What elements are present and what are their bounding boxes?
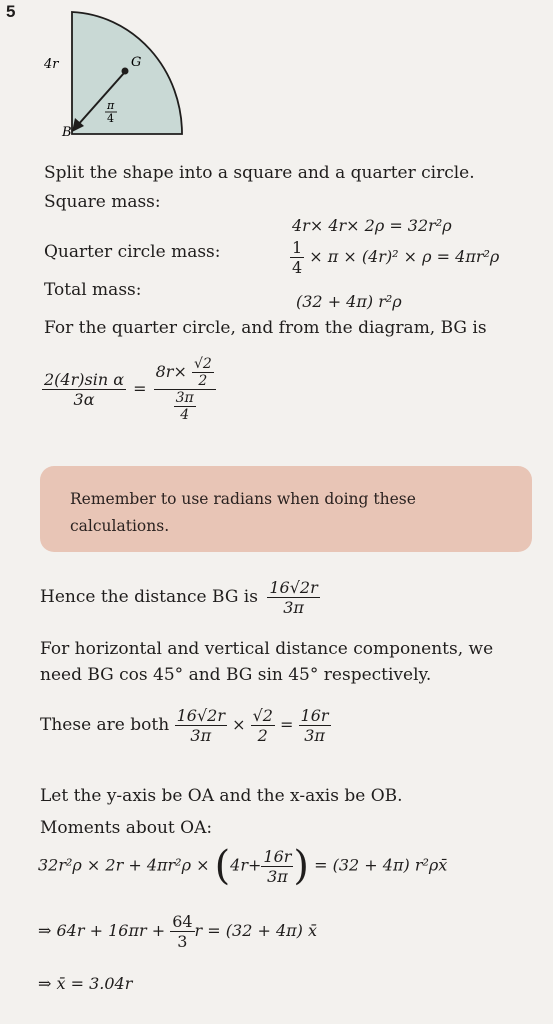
diagram-label-g: G [131, 55, 142, 70]
both-f2 [251, 706, 275, 745]
bg-rhs-num [154, 356, 216, 390]
both-f1 [175, 706, 227, 745]
quarter-circle-diagram [40, 8, 190, 148]
angle-num: π [107, 99, 115, 112]
both-f2-den: 2 [257, 726, 268, 745]
both-row [40, 706, 331, 745]
both-f3-num: 16r [300, 706, 329, 725]
bg-rhs-inner-fraction [192, 356, 214, 389]
eq1-frac-num: 16r [263, 846, 292, 866]
components-text: For horizontal and vertical distance components, we need BG cos 45° and BG sin 45° respectively. [40, 639, 494, 685]
quarter-fraction [290, 238, 304, 277]
radians-callout [40, 466, 532, 552]
bg-rhs-fraction [154, 356, 216, 423]
eq1-open-paren: ( [214, 843, 231, 889]
moment-equation-3: ⇒ x̄ = 3.04r [38, 974, 133, 993]
both-times: × [232, 715, 246, 734]
both-f1-den: 3π [190, 726, 212, 745]
total-label: Total mass: [44, 280, 142, 300]
bg-rhs-den [154, 390, 216, 423]
quarter-expr: × π × (4r)² × ρ = 4πr²ρ [309, 247, 500, 266]
both-f2-num: √2 [252, 706, 273, 725]
bg-rhs-inner-num: √2 [193, 356, 212, 372]
callout-text: Remember to use radians when doing these calculations. [70, 490, 416, 535]
square-expr: 4r× 4r× 2ρ = 32r²ρ [292, 216, 452, 235]
hence-row [40, 578, 320, 617]
bg-equals: = [133, 379, 147, 398]
eq1-inner: 4r+ [230, 855, 262, 875]
for-quarter-text: For the quarter circle, and from the diagram, BG is [44, 318, 487, 338]
bg-rhs-inner-den: 2 [198, 373, 208, 389]
eq1-fraction [261, 847, 293, 886]
moment-equation-2 [38, 912, 317, 951]
eq1-right: = (32 + 4π) r²ρx̄ [314, 855, 448, 875]
angle-den: 4 [107, 112, 114, 125]
hence-fraction [267, 578, 319, 617]
diagram-label-4r: 4r [44, 57, 59, 72]
bg-lhs-fraction [42, 370, 126, 409]
both-f3 [299, 706, 331, 745]
bg-lhs-den: 3α [73, 390, 95, 409]
eq2-frac-den: 3 [177, 932, 188, 951]
square-label: Square mass: [44, 192, 161, 212]
hence-den: 3π [283, 598, 304, 617]
eq1-frac-den: 3π [267, 866, 288, 886]
moment-equation-1 [38, 843, 448, 889]
bg-rhs-den-num: 3π [175, 390, 194, 406]
hence-num: 16√2r [269, 578, 318, 597]
quarter-label: Quarter circle mass: [44, 242, 221, 262]
intro-text: Split the shape into a square and a quarter circle. [44, 163, 475, 183]
quarter-frac-den: 4 [292, 258, 303, 277]
quarter-frac-num: 1 [292, 238, 303, 257]
both-f1-num: 16√2r [176, 706, 225, 725]
moments-text: Moments about OA: [40, 818, 213, 838]
hence-text: Hence the distance BG is [40, 587, 258, 607]
eq1-left: 32r²ρ × 2r + 4πr²ρ × [38, 855, 210, 875]
eq2-right: r = (32 + 4π) x̄ [194, 921, 317, 940]
both-text: These are both [40, 715, 170, 735]
page-number: 5 [6, 2, 16, 21]
both-eq: = [280, 715, 294, 734]
both-f3-den: 3π [304, 726, 325, 745]
quarter-expr-row [290, 238, 499, 277]
eq1-close-paren: ) [293, 843, 310, 889]
eq2-frac-num: 64 [172, 912, 193, 931]
bg-rhs-den-fraction [174, 390, 196, 423]
bg-rhs-num-prefix: 8r× [155, 362, 187, 381]
diagram-label-b: B [62, 125, 72, 140]
bg-formula [42, 356, 216, 423]
bg-lhs-num: 2(4r)sin α [44, 370, 125, 389]
eq2-fraction [170, 912, 194, 951]
axes-text: Let the y-axis be OA and the x-axis be OB. [40, 786, 403, 806]
eq2-left: ⇒ 64r + 16πr + [38, 921, 166, 940]
bg-rhs-den-den: 4 [180, 407, 190, 423]
total-expr: (32 + 4π) r²ρ [296, 292, 402, 311]
